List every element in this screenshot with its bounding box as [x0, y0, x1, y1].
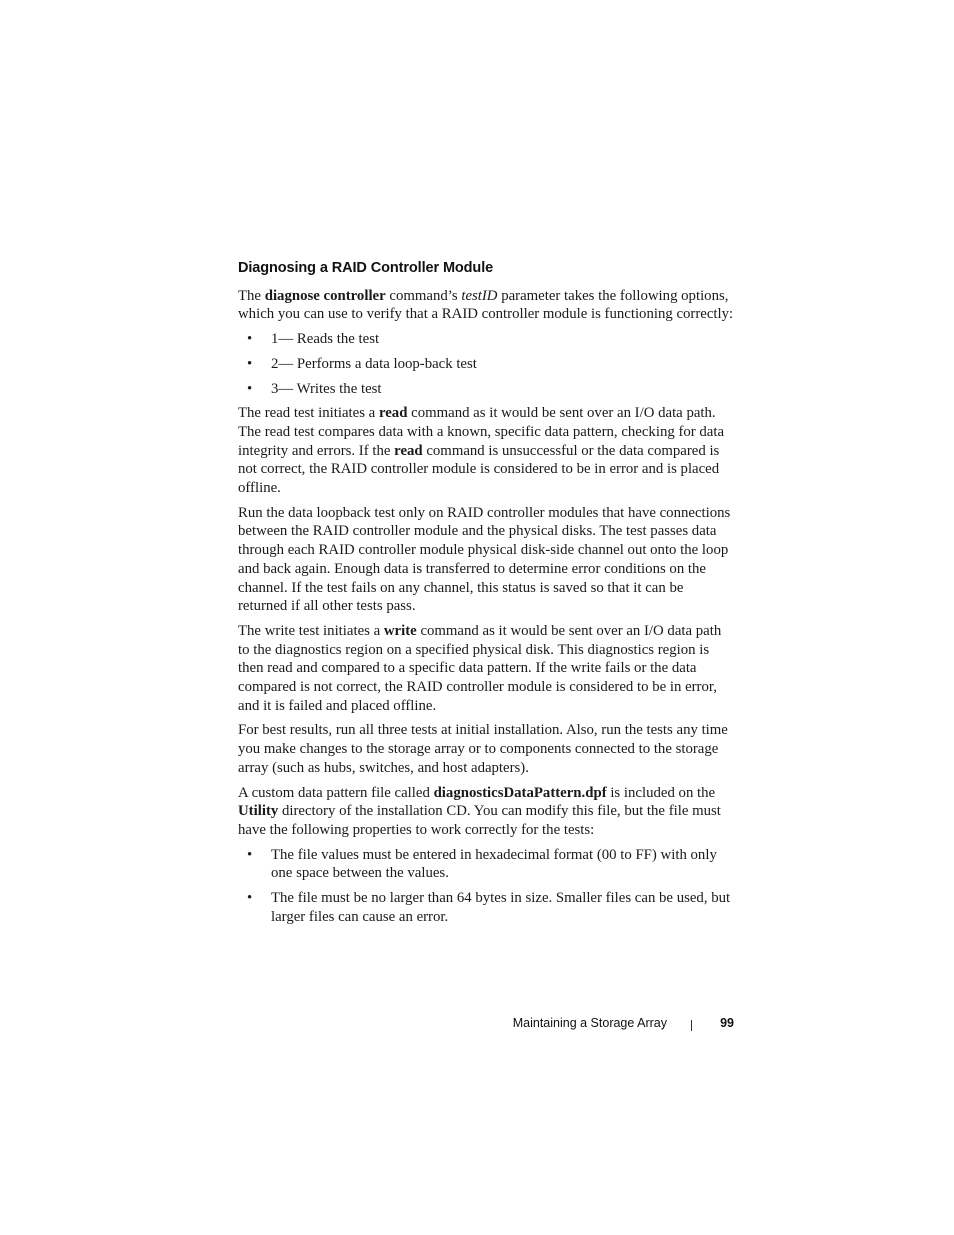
custom-pattern-paragraph — [238, 784, 735, 840]
option-number: 2 — [271, 355, 279, 372]
directory-name: Utility — [238, 803, 279, 820]
text-run: command is unsuccessful or the data compared is not correct, the RAID controller module is considered to be in error and is placed offline. — [238, 442, 720, 497]
option-text: — Writes the test — [278, 380, 382, 397]
command-name: diagnose controller — [264, 287, 386, 304]
bullet-icon: • — [247, 890, 253, 907]
bullet-icon: • — [247, 355, 253, 372]
text-run: A custom data pattern file called — [238, 784, 434, 801]
property-text: The file values must be entered in hexadecimal format (00 to FF) with only one space between the values. — [271, 846, 717, 882]
loopback-test-paragraph: Run the data loopback test only on RAID controller modules that have connections between the RAID controller module and the physical disks. The test passes data through each RAID controller module physical disk-side channel out onto the loop and back again. Enough data is transferred to determine error conditions on the channel. If the test fails on any channel, this status is saved so that it can be returned if all other tests pass. — [238, 504, 731, 615]
write-test-paragraph — [238, 622, 735, 716]
option-text: — Performs a data loop-back test — [278, 355, 477, 372]
list-item — [238, 355, 735, 374]
file-properties-list — [238, 846, 735, 927]
file-name: diagnosticsDataPattern.dpf — [433, 784, 607, 801]
main-content — [238, 259, 735, 933]
bullet-icon: • — [247, 380, 253, 397]
property-text: The file must be no larger than 64 bytes in size. Smaller files can be used, but larger files can cause an error. — [271, 890, 731, 925]
option-number: 3 — [271, 380, 279, 397]
bullet-icon: • — [247, 331, 253, 348]
command-name: write — [383, 622, 417, 639]
footer-divider — [691, 1020, 692, 1031]
option-number: 1 — [271, 331, 279, 348]
list-item — [238, 330, 735, 349]
text-run: is included on the — [606, 784, 716, 801]
list-item — [238, 889, 735, 926]
text-run: The — [238, 287, 265, 304]
text-run: parameter takes the following options, which you can use to verify that a RAID controller module is functioning correctly: — [238, 287, 734, 323]
option-text: — Reads the test — [278, 331, 380, 348]
command-name: read — [394, 442, 423, 459]
page-footer — [0, 1015, 954, 1035]
text-run: command as it would be sent over an I/O data path to the diagnostics region on a specified physical disk. This diagnostics region is then read and compared to a specific data pattern. If the write fails or the data compared is not correct, the RAID controller module is considered to be in error, and it is failed and placed offline. — [238, 622, 722, 714]
best-results-paragraph: For best results, run all three tests at initial installation. Also, run the tests any time you make changes to the storage array or to components connected to the storage array (such as hubs, switches, and host adapters). — [238, 722, 728, 776]
test-options-list — [238, 330, 735, 398]
list-item — [238, 846, 735, 883]
intro-paragraph — [238, 287, 735, 324]
text-run: command as it would be sent over an I/O data path. The read test compares data with a known, specific data pattern, checking for data integrity and errors. If the — [238, 405, 725, 459]
list-item — [238, 380, 735, 399]
text-run: command’s — [385, 287, 462, 304]
parameter-name: testID — [461, 287, 498, 304]
footer-section-title: Maintaining a Storage Array — [512, 1016, 667, 1030]
text-run: The write test initiates a — [238, 622, 384, 639]
text-run: The read test initiates a — [238, 405, 379, 422]
command-name: read — [378, 405, 408, 422]
page-number: 99 — [720, 1016, 734, 1030]
text-run: directory of the installation CD. You can modify this file, but the file must have the following properties to work correctly for the tests: — [238, 803, 721, 838]
read-test-paragraph — [238, 404, 735, 498]
section-heading: Diagnosing a RAID Controller Module — [238, 260, 494, 276]
bullet-icon: • — [247, 846, 253, 863]
